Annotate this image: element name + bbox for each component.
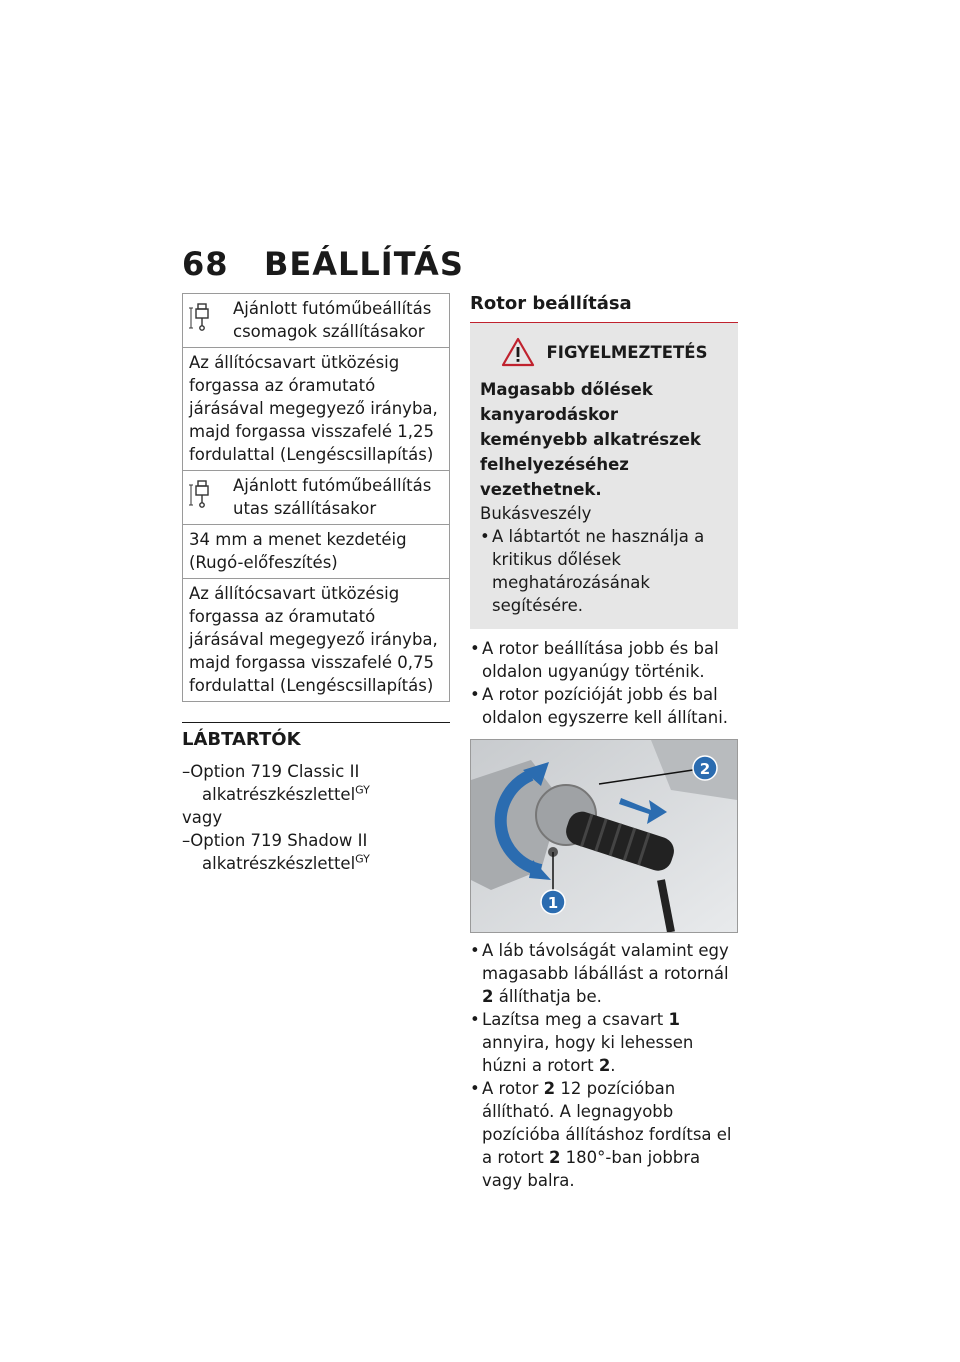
suspension-table	[182, 293, 450, 702]
list-item: –Option 719 Shadow II alkatrészkészlettel$^{GY}$	[182, 831, 370, 873]
footrest-options	[182, 760, 450, 875]
table-row: 34 mm a menet kezdetéig (Rugó-előfeszítés)	[183, 524, 449, 578]
warning-risk: Bukásveszély	[480, 504, 592, 523]
list-item: –Option 719 Classic II alkatrészkészlettel$^{GY}$	[182, 762, 370, 804]
or-text: vagy	[182, 808, 223, 827]
table-row	[183, 294, 449, 347]
table-row	[183, 470, 449, 524]
list-item: • A rotor beállítása jobb és bal oldalon ugyanúgy történik.	[470, 637, 738, 683]
warning-label: FIGYELMEZTETÉS	[546, 342, 708, 362]
footrest-rotor-photo	[470, 739, 738, 933]
list-item: • A rotor 2 12 pozícióban állítható. A legnagyobb pozícióba állításhoz fordítsa el a rotort 2 180°-ban jobbra vagy balra.	[470, 1077, 738, 1192]
page-number: 68	[182, 245, 229, 283]
right-column	[470, 293, 738, 1192]
warning-text: Magasabb dőlések kanyarodáskor keményebb alkatrészek felhelyezéséhez vezethetnek.	[480, 380, 701, 499]
table-row: Az állítócsavart ütközésig forgassa az óramutató járásával megegyező irányba, majd forgassa visszafelé 1,25 fordulattal (Lengéscsillapítás)	[183, 347, 449, 470]
page-title: BEÁLLÍTÁS	[264, 245, 464, 283]
page-header	[182, 245, 464, 283]
warning-header	[480, 337, 728, 367]
left-column	[182, 293, 450, 875]
warning-bullet: • A lábtartót ne használja a kritikus dőlések meghatározásának segítésére.	[480, 525, 728, 617]
row-text: Ajánlott futóműbeállítás csomagok szállításakor	[233, 299, 432, 341]
table-row: Az állítócsavart ütközésig forgassa az óramutató járásával megegyező irányba, majd forgassa visszafelé 0,75 fordulattal (Lengéscsillapítás)	[183, 578, 449, 701]
photo-label-1: 1	[547, 894, 559, 912]
shock-absorber-icon	[189, 474, 233, 514]
shock-absorber-icon	[189, 297, 233, 337]
list-item: • Lazítsa meg a csavart 1 annyira, hogy ki lehessen húzni a rotort 2.	[470, 1008, 738, 1077]
photo-label-2: 2	[699, 760, 711, 778]
rotor-steps-list	[470, 939, 738, 1192]
section-title-rotor: Rotor beállítása	[470, 293, 738, 323]
list-item: • A rotor pozícióját jobb és bal oldalon egyszerre kell állítani.	[470, 683, 738, 729]
list-item: • A láb távolságát valamint egy magasabb lábállást a rotornál 2 állíthatja be.	[470, 939, 738, 1008]
rotor-info-list	[470, 637, 738, 729]
row-text: Ajánlott futóműbeállítás utas szállításakor	[233, 476, 432, 518]
warning-box	[470, 323, 738, 629]
section-title-labtartok: LÁBTARTÓK	[182, 722, 450, 750]
warning-triangle-icon	[501, 337, 535, 367]
